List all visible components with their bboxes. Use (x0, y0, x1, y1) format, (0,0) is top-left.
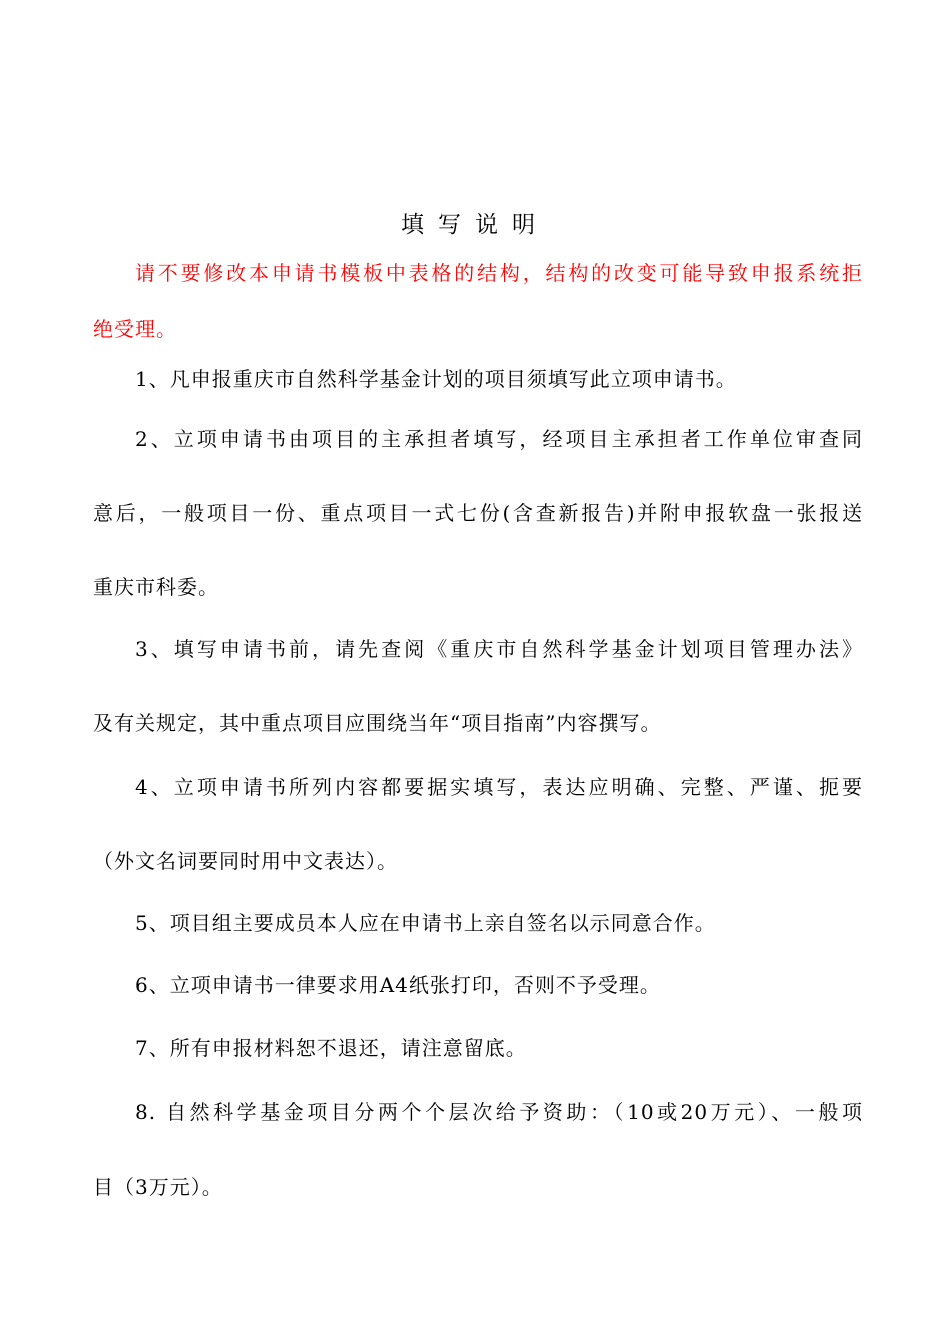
page-title: 填写说明 (401, 212, 549, 238)
item-2-line-3: 重庆市科委。 (93, 575, 219, 599)
notice-line-2: 绝受理。 (93, 317, 177, 341)
notice-line-1: 请不要修改本申请书模板中表格的结构，结构的改变可能导致申报系统拒 (135, 261, 863, 285)
item-8-line-2: 目（3万元）。 (93, 1175, 223, 1199)
item-4-line-1: 4、立项申请书所列内容都要据实填写，表达应明确、完整、严谨、扼要 (135, 775, 863, 799)
item-3-line-2: 及有关规定，其中重点项目应围绕当年“项目指南”内容撰写。 (93, 711, 662, 735)
item-4-line-2: （外文名词要同时用中文表达）。 (93, 849, 398, 873)
item-3-line-1: 3、填写申请书前，请先查阅《重庆市自然科学基金计划项目管理办法》 (135, 637, 863, 661)
item-5-line-1: 5、项目组主要成员本人应在申请书上亲自签名以示同意合作。 (135, 911, 716, 935)
item-2-line-2: 意后，一般项目一份、重点项目一式七份(含查新报告)并附申报软盘一张报送 (93, 501, 863, 525)
item-2-line-1: 2、立项申请书由项目的主承担者填写，经项目主承担者工作单位审查同 (135, 427, 863, 451)
item-6-line-1: 6、立项申请书一律要求用A4纸张打印，否则不予受理。 (135, 973, 661, 997)
item-7-line-1: 7、所有申报材料恕不退还，请注意留底。 (135, 1036, 527, 1060)
item-1-line-1: 1、凡申报重庆市自然科学基金计划的项目须填写此立项申请书。 (135, 367, 737, 391)
item-8-line-1: 8. 自然科学基金项目分两个个层次给予资助：（10或20万元）、一般项 (135, 1100, 863, 1124)
